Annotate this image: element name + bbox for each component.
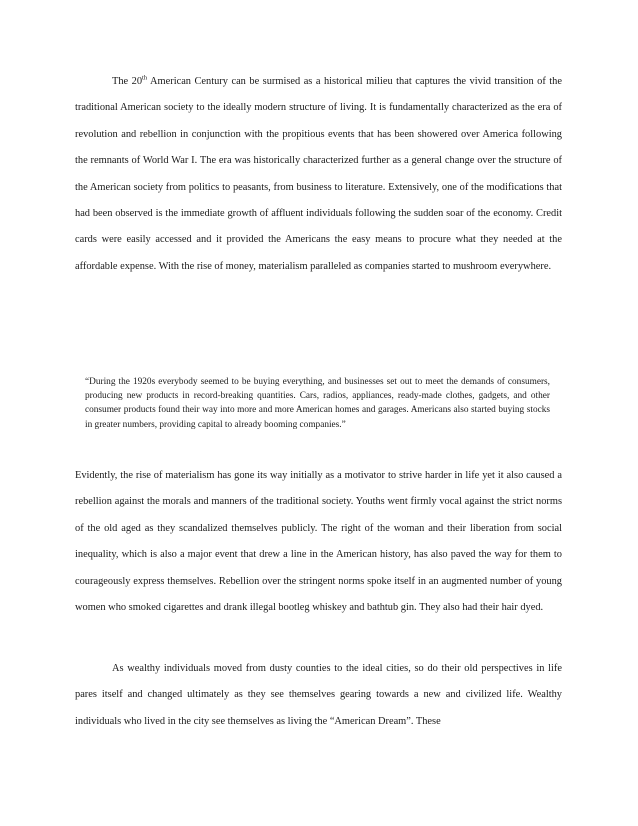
paragraph-wealthy-individuals: As wealthy individuals moved from dusty counties to the ideal cities, so do their old perspectives in life pares itself and changed ultimately as they see themselves gearing towards a new and civilized life. Wealthy individuals who lived in the city see themselves as living the “American Dream”. These	[75, 663, 562, 727]
paragraph-intro	[75, 69, 562, 280]
paragraph-intro-lead: The 20	[112, 76, 143, 87]
paragraph-materialism: Evidently, the rise of materialism has gone its way initially as a motivator to strive harder in life yet it also caused a rebellion against the morals and manners of the traditional society. Youths went firmly vocal against the strict norms of the old aged as they scandalized themselves publicly. The right of the woman and their liberation from social inequality, which is also a major event that drew a line in the American history, has also paved the way for them to courageously express themselves. Rebellion over the stringent norms spoke itself in an augmented number of young women who smoked cigarettes and drank illegal bootleg whiskey and bathtub gin. They also had their hair dyed.	[75, 470, 562, 614]
block-quote: “During the 1920s everybody seemed to be buying everything, and businesses set out to meet the demands of consumers, producing new products in record-breaking quantities. Cars, radios, appliances, ready-made clothes, gadgets, and other consumer products found their way into more and more American homes and garages. Americans also started buying stocks in greater numbers, providing capital to already booming companies.”	[85, 377, 550, 430]
ordinal-superscript: th	[142, 74, 148, 82]
paragraph-intro-body: American Century can be surmised as a historical milieu that captures the vivid transition of the traditional American society to the ideally modern structure of living. It is fundamentally characterized as the era of revolution and rebellion in conjunction with the propitious events that has been showered over America following the remnants of World War I. The era was historically characterized further as a general change over the structure of the American society from politics to peasants, from business to literature. Extensively, one of the modifications that had been observed is the immediate growth of affluent individuals following the sudden soar of the economy. Credit cards were easily accessed and it provided the Americans the easy means to procure what they needed at the affordable expense. With the rise of money, materialism paralleled as companies started to mushroom everywhere.	[75, 76, 562, 272]
